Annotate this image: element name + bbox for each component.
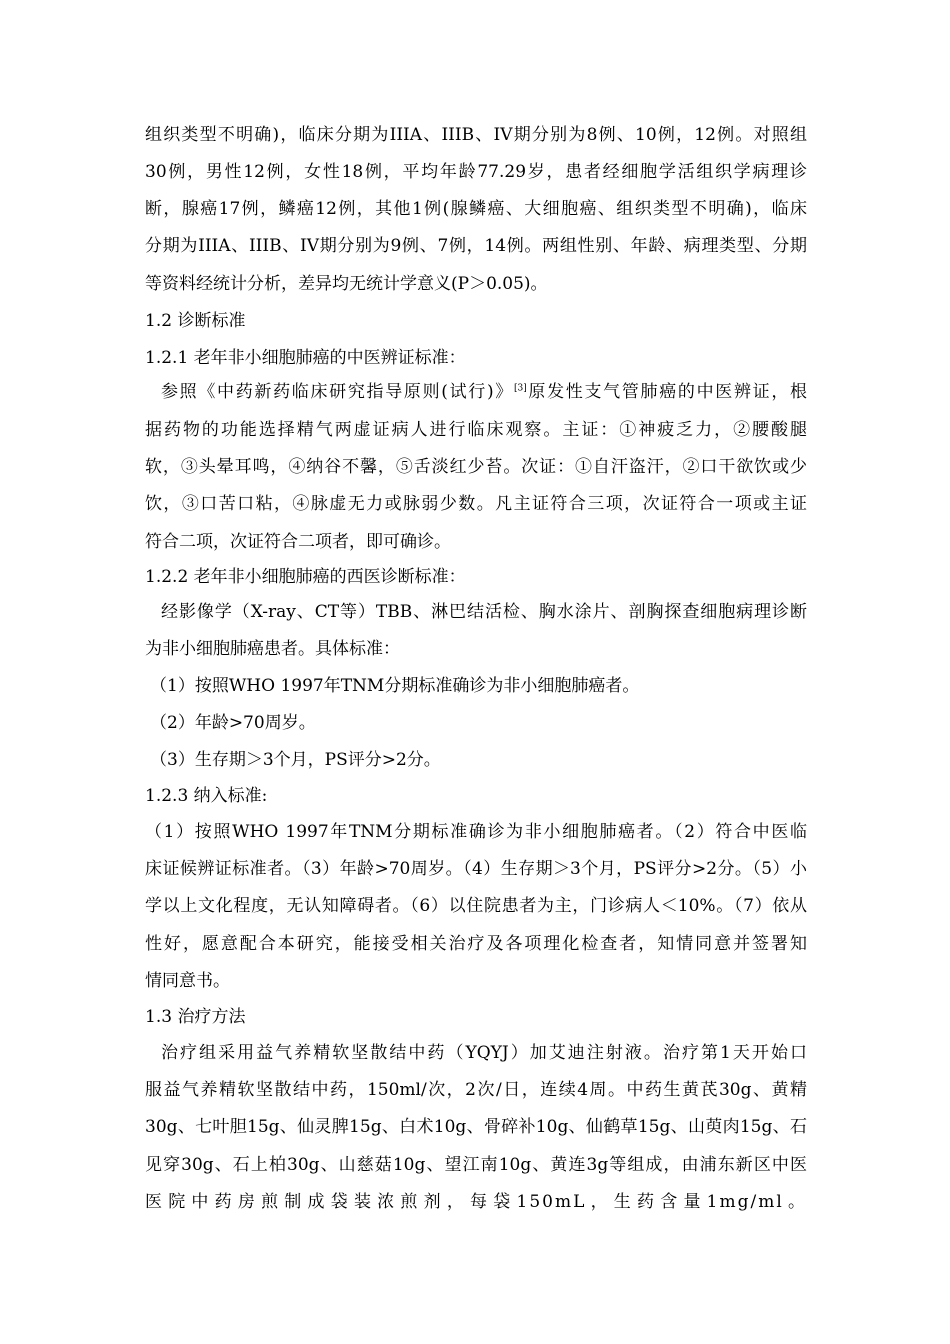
text-line: 据药物的功能选择精气两虚证病人进行临床观察。主证：①神疲乏力，②腰酸腿 [145, 420, 807, 440]
section-heading: 1.3 治疗方法 [145, 1007, 246, 1027]
text-line: 性好，愿意配合本研究，能接受相关治疗及各项理化检查者，知情同意并签署知 [145, 934, 807, 954]
subsection-heading: 1.2.2 老年非小细胞肺癌的西医诊断标准： [145, 567, 466, 587]
text-line: 学以上文化程度，无认知障碍者。（6）以住院患者为主，门诊病人＜10%。（7）依从 [145, 896, 807, 916]
list-item: （2）年龄>70周岁。 [150, 713, 316, 733]
list-item: （3）生存期＞3个月，PS评分>2分。 [150, 750, 441, 770]
text-line: 分期为IIIA、IIIB、IV期分别为9例、7例，14例。两组性别、年龄、病理类型、分期 [145, 236, 807, 256]
text-line: 30例，男性12例，女性18例，平均年龄77.29岁，患者经细胞学活组织学病理诊 [145, 162, 807, 182]
text-line: 经影像学（X-ray、CT等）TBB、淋巴结活检、胸水涂片、剖胸探查细胞病理诊断 [161, 602, 807, 622]
text-line: 治疗组采用益气养精软坚散结中药（YQYJ）加艾迪注射液。治疗第1天开始口 [161, 1043, 807, 1063]
text-line: 等资料经统计分析，差异均无统计学意义(P＞0.05)。 [145, 274, 548, 294]
text-line: 情同意书。 [145, 971, 230, 991]
text-line: 服益气养精软坚散结中药，150ml/次，2次/日，连续4周。中药生黄芪30g、黄精 [145, 1080, 807, 1100]
text-line: 为非小细胞肺癌患者。具体标准： [145, 639, 400, 659]
text-line: 软，③头晕耳鸣，④纳谷不馨，⑤舌淡红少苔。次证：①自汗盗汗，②口干欲饮或少 [145, 457, 807, 477]
list-item: （1）按照WHO 1997年TNM分期标准确诊为非小细胞肺癌者。 [150, 676, 640, 696]
citation-reference: [3] [513, 383, 527, 394]
subsection-heading: 1.2.3 纳入标准: [145, 786, 268, 806]
section-heading: 1.2 诊断标准 [145, 311, 246, 331]
text-line: （1）按照WHO 1997年TNM分期标准确诊为非小细胞肺癌者。（2）符合中医临 [145, 822, 807, 842]
text-line: 30g、七叶胆15g、仙灵脾15g、白术10g、骨碎补10g、仙鹤草15g、山萸肉15g、石 [145, 1117, 807, 1137]
text-line: 组织类型不明确)，临床分期为IIIA、IIIB、IV期分别为8例、10例，12例。对照组 [145, 125, 807, 145]
subsection-heading: 1.2.1 老年非小细胞肺癌的中医辨证标准： [145, 348, 466, 368]
text-line: 床证候辨证标准者。（3）年龄>70周岁。（4）生存期＞3个月，PS评分>2分。（5）小 [145, 859, 807, 879]
text-fragment: 参照《中药新药临床研究指导原则(试行)》 [161, 382, 514, 402]
text-line: 见穿30g、石上柏30g、山慈菇10g、望江南10g、黄连3g等组成，由浦东新区中医 [145, 1155, 807, 1175]
text-line: 断，腺癌17例，鳞癌12例，其他1例(腺鳞癌、大细胞癌、组织类型不明确)，临床 [145, 199, 807, 219]
text-line [161, 380, 807, 404]
text-line: 饮，③口苦口粘，④脉虚无力或脉弱少数。凡主证符合三项，次证符合一项或主证 [145, 494, 807, 514]
text-line: 符合二项，次证符合二项者，即可确诊。 [145, 532, 451, 552]
text-line: 医院中药房煎制成袋装浓煎剂，每袋150mL，生药含量1mg/ml。 [145, 1192, 807, 1212]
text-fragment: 原发性支气管肺癌的中医辨证，根 [526, 382, 808, 402]
